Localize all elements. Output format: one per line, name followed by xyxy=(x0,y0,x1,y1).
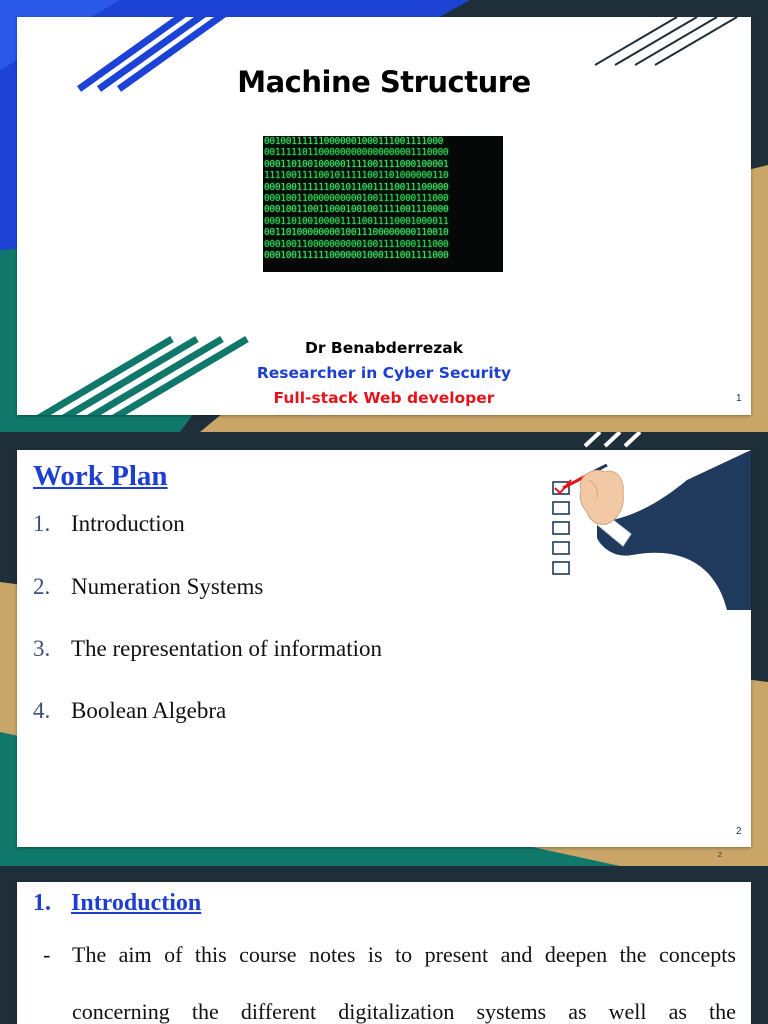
paragraph-line xyxy=(72,999,736,1024)
plan-item-text: Numeration Systems xyxy=(71,574,264,599)
slide-1 xyxy=(17,17,751,415)
word: deepen xyxy=(544,942,608,967)
word: is xyxy=(367,942,383,967)
slide-title: Work Plan xyxy=(33,460,168,492)
binary-line: 0001001111110000001000111001111000 xyxy=(264,250,449,262)
word: to xyxy=(395,942,413,967)
binary-line: 0001001111110010110011110011100000 xyxy=(264,181,449,193)
word: as xyxy=(568,999,587,1024)
binary-line: 0011111011000000000000000001110000 xyxy=(264,147,449,159)
author-name: Dr Benabderrezak xyxy=(304,339,464,357)
word: different xyxy=(240,999,317,1024)
word: this xyxy=(194,942,227,967)
checklist-hand-icon xyxy=(537,450,751,620)
slide-number: 1 xyxy=(736,393,742,404)
word: and xyxy=(500,942,533,967)
slide3-band xyxy=(0,866,768,1024)
paragraph-line xyxy=(72,942,736,968)
bullet-dash: - xyxy=(43,942,51,967)
plan-item-text: Boolean Algebra xyxy=(71,698,227,723)
word: concepts xyxy=(658,942,736,967)
word: aim xyxy=(118,942,152,967)
plan-item xyxy=(33,698,226,724)
binary-line: 0001101001000001111001111000100001 xyxy=(264,158,449,170)
plan-item-number: 2. xyxy=(33,574,51,599)
plan-item-number: 1. xyxy=(33,511,51,536)
slide-title: Machine Structure xyxy=(237,65,531,99)
author-role-secondary: Full-stack Web developer xyxy=(273,389,495,407)
word: systems xyxy=(476,999,547,1024)
plan-item xyxy=(33,636,382,662)
word: the xyxy=(191,999,219,1024)
word: digitalization xyxy=(338,999,455,1024)
word: the xyxy=(619,942,647,967)
binary-line: 1111001111001011111001101000000110 xyxy=(264,170,449,182)
binary-line: 0001001100110001001001111001110000 xyxy=(264,204,449,216)
binary-line: 0001101001000011110011110001000011 xyxy=(264,215,449,227)
word: present xyxy=(424,942,489,967)
word: the xyxy=(709,999,736,1024)
word: course xyxy=(239,942,297,967)
plan-item xyxy=(33,574,263,600)
section-heading xyxy=(33,890,201,917)
footer-slide-number: 2 xyxy=(718,852,722,859)
plan-item xyxy=(33,511,185,537)
word: notes xyxy=(309,942,356,967)
plan-item-number: 3. xyxy=(33,636,51,661)
section-title: Introduction xyxy=(71,890,202,916)
plan-item-number: 4. xyxy=(33,698,51,723)
binary-line: 0011010000000010011100000000110010 xyxy=(264,227,449,239)
word: as xyxy=(668,999,687,1024)
section-number: 1. xyxy=(33,890,51,916)
word: concerning xyxy=(72,999,170,1024)
slide-3 xyxy=(17,882,751,1024)
binary-code-image xyxy=(263,136,503,272)
author-role: Researcher in Cyber Security xyxy=(256,364,512,382)
plan-item-text: The representation of information xyxy=(71,636,383,661)
word: The xyxy=(72,942,107,967)
plan-item-text: Introduction xyxy=(71,511,185,536)
word: of xyxy=(164,942,183,967)
binary-line: 0001001100000000001001111000111000 xyxy=(264,193,449,205)
slide1-band xyxy=(0,0,768,432)
slide-2 xyxy=(17,450,751,847)
slide2-band xyxy=(0,432,768,866)
binary-line: 0001001100000000001001111000111000 xyxy=(264,238,449,250)
word: well xyxy=(608,999,647,1024)
slide-number: 2 xyxy=(736,826,742,837)
binary-line: 001001111110000001000111001111000 xyxy=(264,136,444,147)
